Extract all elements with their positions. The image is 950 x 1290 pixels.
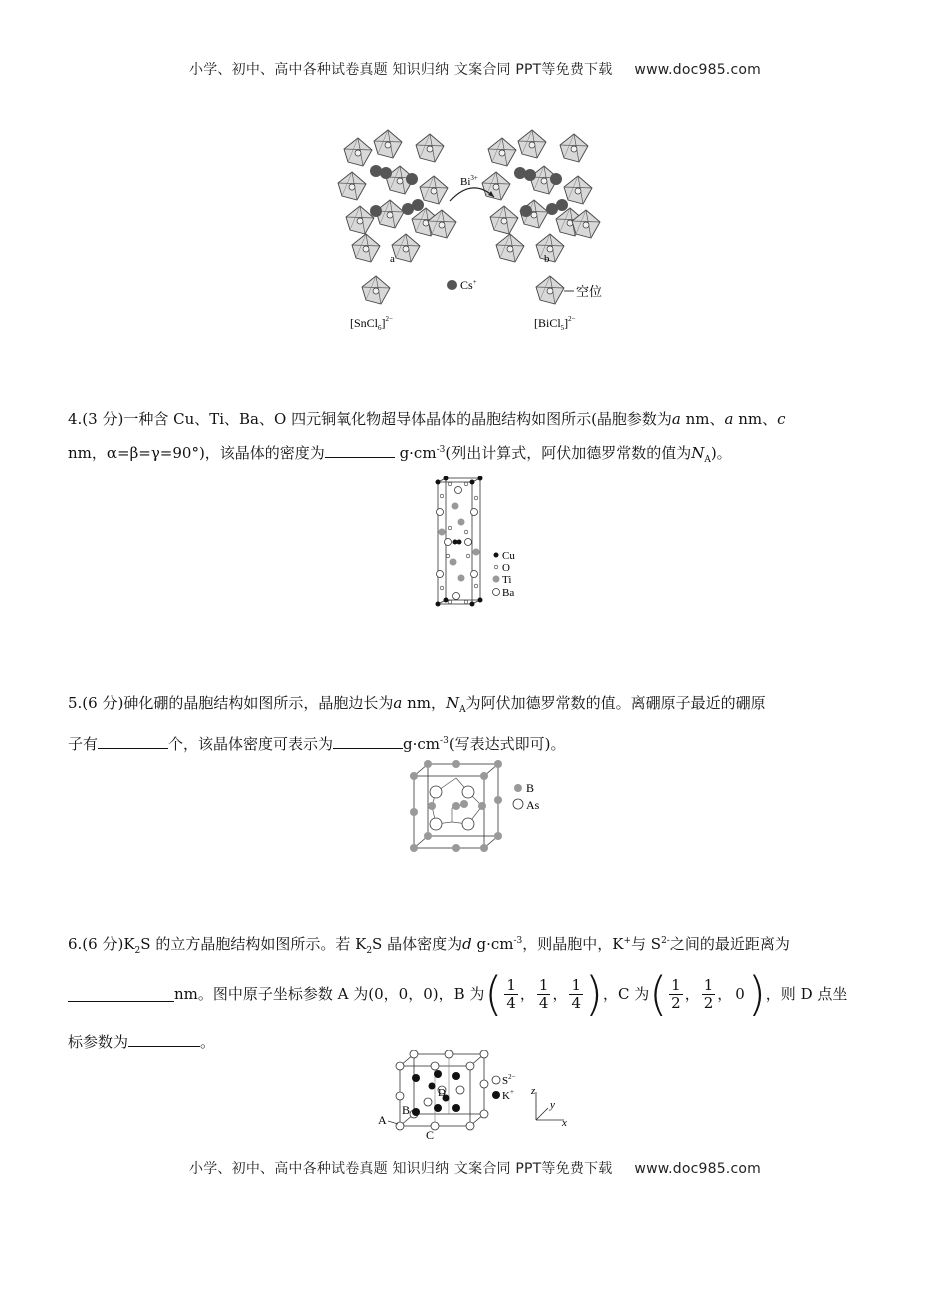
legend-as: As: [526, 798, 540, 812]
q6-blank-d-coord[interactable]: [128, 1032, 200, 1047]
question-6: [68, 926, 868, 1058]
figure-q6-cell: [376, 1050, 576, 1142]
page-header: [0, 59, 950, 79]
legend-cu: Cu: [502, 550, 515, 562]
legend-bicl: [BiCl$_5$]$^{2-}$: [534, 315, 576, 332]
q6-line1: 6.(6 分)$K_2S$ 的立方晶胞结构如图所示。若 $K_2S$ 晶体密度为d $g\cdot cm^{-3}$，则晶胞中，K+与 $S^{2-}$之间的最近距离为: [68, 935, 790, 956]
footer-text: 小学、初中、高中各种试卷真题 知识归纳 文案合同 PPT等免费下载: [189, 1161, 613, 1177]
label-a: a: [390, 253, 395, 265]
legend-s: $S^{2-}$: [502, 1073, 516, 1087]
coord-b: ( $\frac{1}{4}$ ， $\frac{1}{4}$ ， $\frac{1}{4}$ ): [484, 967, 603, 1021]
header-text: 小学、初中、高中各种试卷真题 知识归纳 文案合同 PPT等免费下载: [189, 62, 613, 78]
axis-y: y: [550, 1099, 555, 1111]
q5-blank-count[interactable]: [98, 734, 168, 749]
legend-vacancy: 空位: [576, 284, 603, 299]
q4-answer-blank[interactable]: [325, 443, 395, 458]
q6-blank-distance[interactable]: [68, 987, 174, 1002]
page-footer: [0, 1158, 950, 1178]
axis-x: x: [562, 1117, 567, 1129]
figure-octahedra: [330, 125, 620, 340]
cs-legend-marker: [447, 280, 457, 290]
axis-z: z: [531, 1085, 536, 1097]
coord-c: ( $\frac{1}{2}$ ， $\frac{1}{2}$ ， 0 ): [649, 967, 766, 1021]
panel-b: [482, 130, 600, 262]
question-4: [68, 404, 868, 476]
legend-ti: Ti: [502, 574, 512, 586]
point-d: D: [438, 1087, 446, 1099]
figure-q4-cell: [428, 476, 528, 614]
point-c: C: [426, 1128, 435, 1142]
q6-line3: 标参数为 。: [68, 1033, 216, 1051]
q5-line1: 5.(6 分)砷化硼的晶胞结构如图所示，晶胞边长为a nm，$N_A$为阿伏加德罗常数的值。离硼原子最近的硼原: [68, 694, 766, 715]
panel-a: [338, 130, 456, 262]
q5-line2: 子有 个，该晶体密度可表示为 $g\cdot cm^{-3}$(写表达式即可)。: [68, 735, 566, 753]
legend-k: K+: [502, 1088, 514, 1102]
point-b: B: [402, 1103, 411, 1117]
q4-line1: 4.(3 分)一种含 Cu、Ti、Ba、O 四元铜氧化物超导体晶体的晶胞结构如图所示(晶胞参数为a nm、a nm、c: [68, 410, 786, 428]
point-a: A: [378, 1113, 387, 1127]
legend-b: B: [526, 781, 535, 795]
legend-o: O: [502, 562, 510, 574]
legend-sncl: [SnCl$_6$]$^{2-}$: [350, 315, 393, 332]
footer-url[interactable]: www.doc985.com: [634, 1161, 761, 1177]
q4-line2: nm，α=β=γ=90°)，该晶体的密度为 $g\cdot cm^{-3}$(列出计算式，阿伏加德罗常数的值为$N_A$)。: [68, 444, 732, 465]
question-5: [68, 688, 868, 760]
q5-blank-density[interactable]: [333, 734, 403, 749]
legend-cs: Cs+: [460, 278, 477, 292]
figure-q5-cell: [406, 758, 556, 858]
label-b: b: [544, 253, 550, 265]
ion-label: $Bi^{3+}$: [460, 174, 478, 188]
legend-ba: Ba: [502, 587, 515, 599]
header-url[interactable]: www.doc985.com: [634, 62, 761, 78]
q6-line2: nm。图中原子坐标参数 A 为(0，0，0)，B 为 ( $\frac{1}{4}$ ， $\frac{1}{4}$ ， $\frac{1}{4}$ ) ，C 为 ( $\frac{1}{2}$ ， $\frac{1}{2}$ ， 0 ) ，则 D 点坐: [68, 967, 868, 1021]
